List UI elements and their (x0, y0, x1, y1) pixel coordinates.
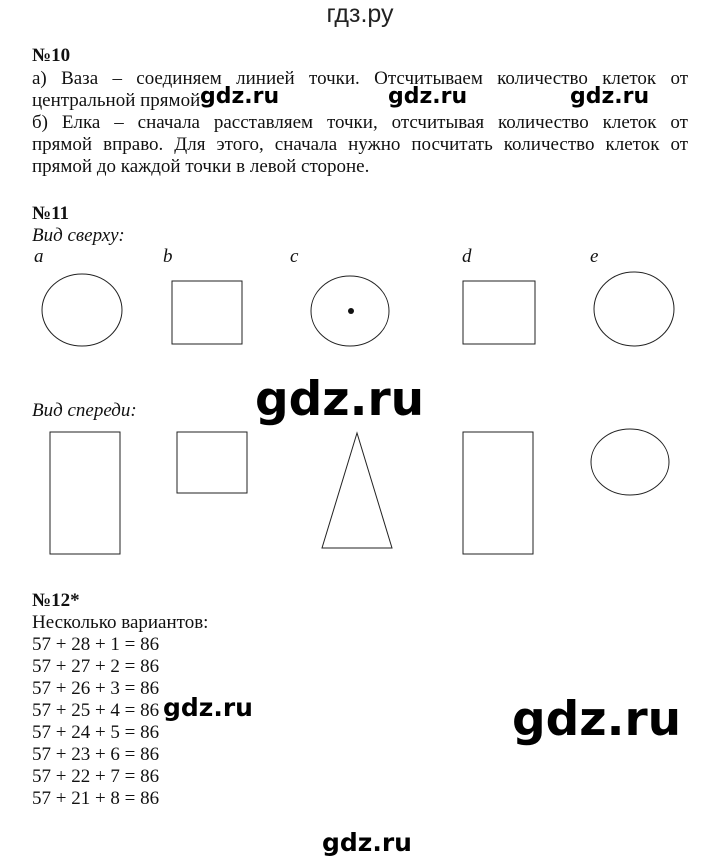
equation: 57 + 22 + 7 = 86 (32, 766, 160, 787)
shape-label-c: c (290, 246, 299, 267)
watermark: gdz.ru (570, 84, 650, 109)
top-view-ellipse-a (42, 274, 122, 346)
equation: 57 + 26 + 3 = 86 (32, 678, 160, 699)
site-title: гдз.ру (326, 0, 394, 28)
watermark: gdz.ru (163, 693, 253, 722)
shape-label-e: e (590, 246, 599, 267)
shape-label-a: a (34, 246, 44, 267)
task12-intro: Несколько вариантов: (32, 612, 209, 633)
watermark: gdz.ru (512, 692, 682, 747)
task10-line-b2: прямой вправо. Для этого, сначала нужно посчитать количество клеток от (32, 134, 688, 155)
front-view-rectangle-a (50, 432, 120, 554)
top-view-square-b (172, 281, 242, 344)
front-view-label: Вид спереди: (32, 400, 137, 421)
equation: 57 + 24 + 5 = 86 (32, 722, 160, 743)
top-view-label: Вид сверху: (32, 225, 125, 246)
task11-title: №11 (32, 203, 70, 224)
task10-line-b1: б) Елка – сначала расставляем точки, отсчитывая количество клеток от (32, 112, 688, 133)
watermark: gdz.ru (388, 84, 468, 109)
top-view-square-d (463, 281, 535, 344)
equation: 57 + 25 + 4 = 86 (32, 700, 160, 721)
watermark: gdz.ru (255, 372, 425, 427)
shape-label-b: b (163, 246, 173, 267)
task10-title: №10 (32, 45, 71, 66)
task10-line-a1: а) Ваза – соединяем линией точки. Отсчитываем количество клеток от (32, 68, 688, 89)
front-view-square-b (177, 432, 247, 493)
watermark: gdz.ru (322, 828, 412, 857)
equation: 57 + 27 + 2 = 86 (32, 656, 160, 677)
front-view-rectangle-d (463, 432, 533, 554)
task10-line-a2: центральной прямой. (32, 90, 205, 111)
top-view-ellipse-e (594, 272, 674, 346)
equation: 57 + 21 + 8 = 86 (32, 788, 160, 809)
front-view-ellipse-e (591, 429, 669, 495)
equation: 57 + 23 + 6 = 86 (32, 744, 160, 765)
top-view-dot-c (348, 308, 354, 314)
shape-label-d: d (462, 246, 472, 267)
task12-title: №12* (32, 590, 80, 611)
task10-line-b3: прямой до каждой точки в левой стороне. (32, 156, 370, 177)
equation: 57 + 28 + 1 = 86 (32, 634, 160, 655)
watermark: gdz.ru (200, 84, 280, 109)
front-view-triangle-c (322, 433, 392, 548)
